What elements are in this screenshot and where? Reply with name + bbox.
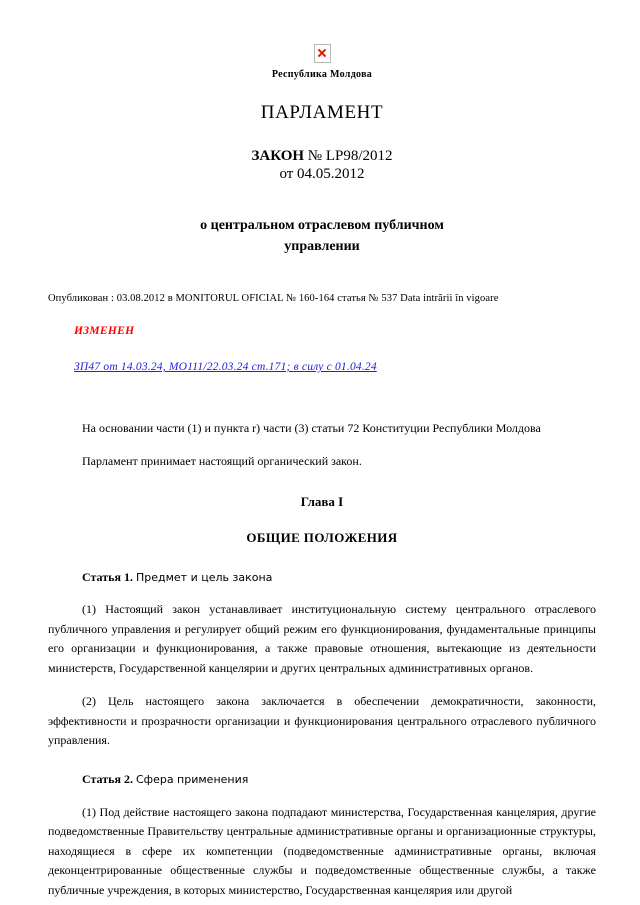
law-subject-line-2: управлении [284,239,360,255]
article-number-2: Статья 2. [82,772,133,787]
emblem-container [48,44,596,63]
law-subject-line-1: о центральном отраслевом публичном [200,218,444,234]
article-1-paragraph-2: (2) Цель настоящего закона заключается в обеспечении демократичности, законности, эффективности и прозрачности организации и функционирования центрального отраслевого публичного управления. [48,694,596,747]
publication-info: Опубликован : 03.08.2012 в MONITORUL OFICIAL № 160-164 статья № 537 Data intrării în vigoare [48,293,499,305]
amendment-link-container [48,357,596,375]
article-title-1: Предмет и цель закона [135,570,273,584]
law-subject [48,215,596,257]
law-label: ЗАКОН [251,148,305,164]
article-heading-2 [48,770,596,789]
article-2-paragraph-1: (1) Под действие настоящего закона подпадают министерства, Государственная канцелярия, другие подведомственные Правительству центральные административные органы и организационные структуры, находящиеся в сфере их компетенции (подведомственные административные органы, включая деконцентрированные общественные службы и подведомственные общественные службы, а также публичные учреждения, в которых министерство, Государственная канцелярия или другой [48,804,596,897]
law-date: от 04.05.2012 [279,166,365,183]
law-number: № LP98/2012 [307,148,393,164]
chapter-heading: Глава I [300,493,344,509]
republic-heading: Республика Молдова [271,69,373,80]
article-number-1: Статья 1. [82,569,133,584]
chapter-title: ОБЩИЕ ПОЛОЖЕНИЯ [246,529,398,545]
article-1-paragraph-1: (1) Настоящий закон устанавливает институциональную систему центрального отраслевого публичного управления и регулирует общий режим его функционирования, фундаментальные принципы его организации и функционирования, а также правовые отношения, вытекающие из деятельности министерств, Государственной канцелярии и других центральных административных органов. [48,602,596,675]
article-title-2: Сфера применения [135,773,249,787]
preamble-paragraph-2: Парламент принимает настоящий органический закон. [82,454,362,469]
preamble-paragraph-1: На основании части (1) и пункта r) части (3) статьи 72 Конституции Республики Молдова [82,420,541,435]
article-heading-1 [48,568,596,587]
modified-status-label: ИЗМЕНЕН [74,324,135,337]
institution-heading: ПАРЛАМЕНТ [260,102,384,123]
broken-image-icon [314,44,331,63]
amendment-link[interactable]: ЗП47 от 14.03.24, МО111/22.03.24 ст.171; в силу с 01.04.24 [74,360,377,373]
law-identifier [48,146,596,166]
